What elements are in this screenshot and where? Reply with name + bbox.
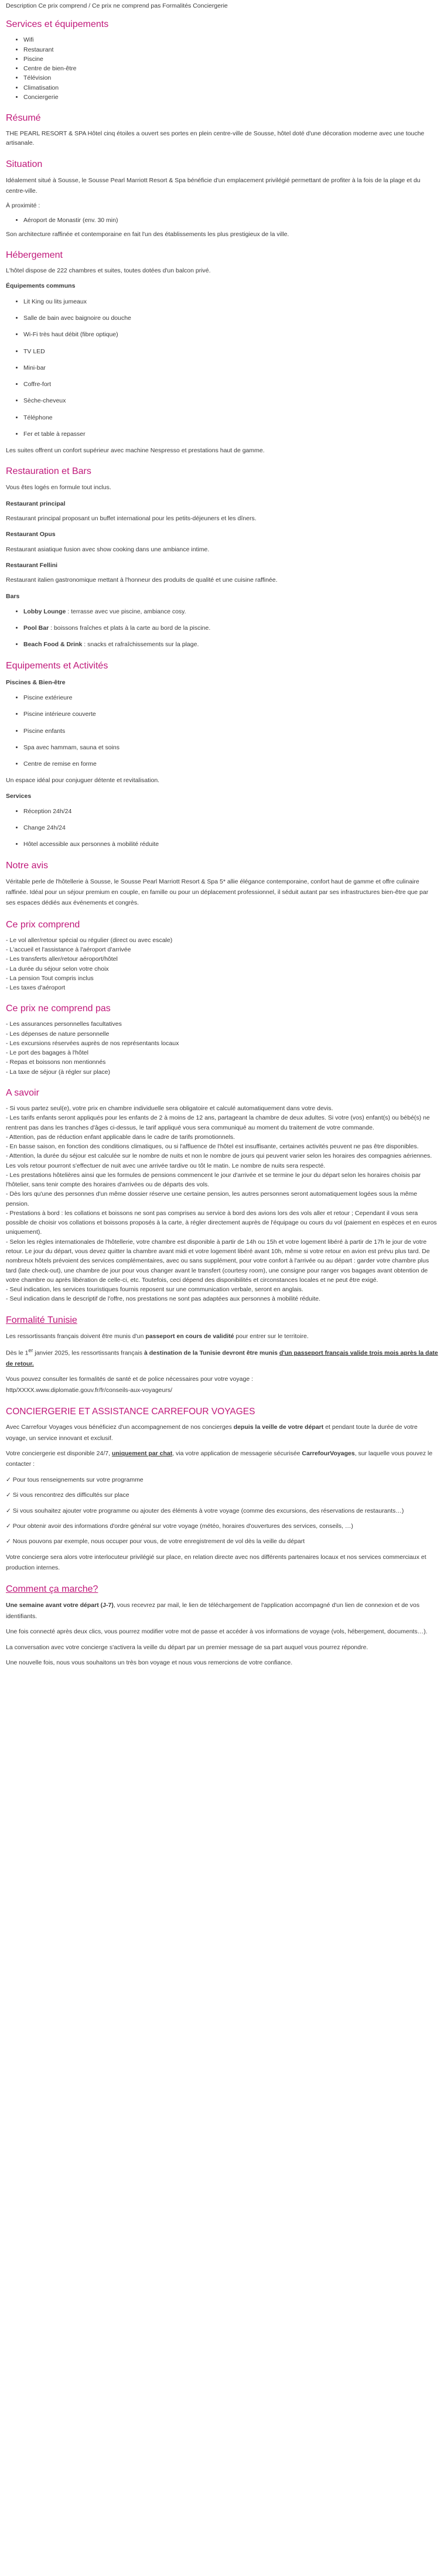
bars-label: Bars xyxy=(6,592,20,600)
destination-emphasis: à destination de la Tunisie devront être munis xyxy=(144,1349,279,1357)
a-savoir-item: - Les prestations hôtelières ainsi que les formules de pensions commencent le jour d'arrivée et se termine le jour du départ selon les horaires choisis par l'hôtelier, sans tenir compte des horaires d'arrivées ou de départs des vols. xyxy=(6,1171,421,1189)
room-equipment-item: • Coffre-fort xyxy=(23,380,438,389)
hotel-services-label: Services xyxy=(6,792,32,800)
comment-section xyxy=(6,1584,438,1668)
room-equipment-item: • Mini-bar xyxy=(23,363,438,373)
hotel-service-item: • Change 24h/24 xyxy=(23,823,438,832)
a-savoir-item: - Seul indication dans le descriptif de l'offre, nos prestations ne sont pas adaptées aux personnes à mobilité réduite. xyxy=(6,1295,321,1303)
activites-section xyxy=(6,660,438,849)
comment-step-3: La conversation avec votre concierge s'activera la veille du départ par un premier message de sa part auquel vous pourrez répondre. xyxy=(6,1643,368,1651)
bar-text: : boissons fraîches et plats à la carte au bord de la piscine. xyxy=(49,625,211,632)
hebergement-intro: L'hôtel dispose de 222 chambres et suites, toutes dotées d'un balcon privé. xyxy=(6,267,211,275)
chat-emphasis: uniquement par chat xyxy=(111,1450,173,1458)
ne-comprend-item: - Le port des bagages à l'hôtel xyxy=(6,1049,88,1057)
hebergement-title: Hébergement xyxy=(6,250,63,261)
restauration-section xyxy=(6,466,438,649)
hebergement-closing: Les suites offrent un confort supérieur avec machine Nespresso et prestations haut de gamme. xyxy=(6,447,265,455)
text-run: pour entrer sur le territoire. xyxy=(234,1332,309,1340)
services-item: • Wifi xyxy=(23,35,438,45)
restaurant-text: Restaurant asiatique fusion avec show cooking dans une ambiance intime. xyxy=(6,545,210,553)
ne-comprend-item: - Les assurances personnelles facultatives xyxy=(6,1021,122,1028)
room-equipment-item: • Sèche-cheveux xyxy=(23,396,438,405)
restaurant-name: Restaurant principal xyxy=(6,500,66,507)
passport-validity-emphasis: d'un passeport français valide trois mois après la date de retour. xyxy=(6,1349,438,1367)
diplomatie-link[interactable]: http/XXXX.www.diplomatie.gouv.fr/fr/conseils-aux-voyageurs/ xyxy=(6,1386,173,1394)
formalite-title: Formalité Tunisie xyxy=(6,1315,77,1325)
text-run: janvier 2025, les ressortissants français xyxy=(33,1349,144,1357)
restauration-title: Restauration et Bars xyxy=(6,466,91,477)
text-run: Avec Carrefour Voyages vous bénéficiez d'un accompagnement de nos concierges xyxy=(6,1424,234,1431)
check-item: ✓ Si vous rencontrez des difficultés sur place xyxy=(6,1492,129,1499)
bar-text: : snacks et rafraîchissements sur la plage. xyxy=(82,641,199,649)
comprend-item: - L'accueil et l'assistance à l'aéroport d'arrivée xyxy=(6,946,131,954)
pool-item: • Centre de remise en forme xyxy=(23,759,438,769)
comprend-item: - La durée du séjour selon votre choix xyxy=(6,965,109,973)
comment-step-2: Une fois connecté après deux clics, vous pourrez modifier votre mot de passe et accéder à vos informations de voyage (vols, hébergement, documents…). xyxy=(6,1628,428,1636)
comprend-item: - La pension Tout compris inclus xyxy=(6,974,94,982)
bar-item xyxy=(23,640,438,649)
bar-name: Pool Bar xyxy=(23,625,49,632)
bar-text: : terrasse avec vue piscine, ambiance cosy. xyxy=(66,608,186,615)
comment-title: Comment ça marche? xyxy=(6,1584,98,1595)
pools-list xyxy=(6,693,438,769)
bars-list xyxy=(6,607,438,650)
bar-item xyxy=(23,607,438,616)
ne-comprend-item: - Les dépenses de nature personnelle xyxy=(6,1030,110,1038)
a-savoir-item: - En basse saison, en fonction des conditions climatiques, ou si l'affluence de l'hôtel est insuffisante, certaines activités peuvent ne pas être disponibles. xyxy=(6,1143,419,1151)
a-savoir-item: - Prestations à bord : les collations et boissons ne sont pas comprises au service à bord des avions lors des vols aller et retour ; Cependant il vous sera possible de choisir vos collations et boissons proposés à la carte, à régler directement auprès de l'équipage ou cours du vol (paiement en espèces et en euros uniquement). xyxy=(6,1209,437,1236)
ne-comprend-section xyxy=(6,1003,438,1077)
ne-comprend-title: Ce prix ne comprend pas xyxy=(6,1004,111,1014)
formalite-passport-text xyxy=(6,1331,438,1342)
text-run: , sur laquelle vous pouvez le contacter : xyxy=(6,1450,433,1468)
pool-item: • Piscine extérieure xyxy=(23,693,438,702)
check-item: ✓ Pour obtenir avoir des informations d'ordre général sur votre voyage (météo, horaires d'ouvertures des services, conseils, …) xyxy=(6,1522,353,1530)
conciergerie-availability xyxy=(6,1448,438,1470)
activites-title: Equipements et Activités xyxy=(6,660,108,671)
situation-section xyxy=(6,159,438,240)
hotel-service-item: • Réception 24h/24 xyxy=(23,807,438,816)
check-item: ✓ Nous pouvons par exemple, nous occuper pour vous, de votre enregistrement de vol dès la veille du départ xyxy=(6,1538,305,1545)
avis-text: Véritable perle de l'hôtellerie à Sousse, le Sousse Pearl Marriott Resort & Spa 5* allie élégance contemporaine, confort haut de gamme et offre culinaire raffinée. Idéal pour un séjour premium en couple, en famille ou pour un déplacement professionnel, il séduit autant par ses infrastructures bien-être que par ses espaces dédiés aux événements et congrès. xyxy=(6,878,429,907)
room-equipment-item: • Wi-Fi très haut débit (fibre optique) xyxy=(23,330,438,339)
comprend-item: - Le vol aller/retour spécial ou régulier (direct ou avec escale) xyxy=(6,936,173,944)
services-item: • Restaurant xyxy=(23,45,438,54)
conciergerie-closing: Votre concierge sera alors votre interlocuteur privilégié sur place, en relation directe avec nos différents partenaires locaux et nos services commerciaux et production internes. xyxy=(6,1553,426,1572)
comment-thanks: Une nouvelle fois, nous vous souhaitons un très bon voyage et nous vous remercions de votre confiance. xyxy=(6,1659,293,1666)
tab-links-line: Description Ce prix comprend / Ce prix ne comprend pas Formalités Conciergerie xyxy=(6,2,228,9)
ne-comprend-item: - Les excursions réservées auprès de nos représentants locaux xyxy=(6,1039,179,1047)
situation-text: Idéalement situé à Sousse, le Sousse Pearl Marriott Resort & Spa bénéficie d'un emplacement privilégié permettant de profiter à la fois de la plage et du centre-ville. xyxy=(6,176,421,195)
proximity-item: • Aéroport de Monastir (env. 30 min) xyxy=(23,216,438,225)
text-run: Dès le 1 xyxy=(6,1349,29,1357)
ne-comprend-item: - La taxe de séjour (à régler sur place) xyxy=(6,1068,111,1076)
a-savoir-section xyxy=(6,1087,438,1304)
text-run: , via votre application de messagerie sécurisée xyxy=(172,1450,302,1458)
restaurant-name: Restaurant Fellini xyxy=(6,562,58,569)
formalite-consult-text xyxy=(6,1374,438,1396)
restaurant-name: Restaurant Opus xyxy=(6,531,56,538)
resume-section xyxy=(6,112,438,148)
equipments-label: Équipements communs xyxy=(6,282,76,290)
pools-closing: Un espace idéal pour conjuguer détente et revitalisation. xyxy=(6,777,160,784)
a-savoir-item: - Seul indication, les services touristiques fournis reposent sur une communication verbale, seront en anglais. xyxy=(6,1286,303,1294)
ne-comprend-item: - Repas et boissons non mentionnés xyxy=(6,1059,106,1066)
resume-text: THE PEARL RESORT & SPA Hôtel cinq étoiles a ouvert ses portes en plein centre-ville de Sousse, hôtel doté d'une décoration moderne avec une touche artisanale. xyxy=(6,130,425,147)
conciergerie-intro xyxy=(6,1422,438,1444)
comprend-title: Ce prix comprend xyxy=(6,919,80,930)
room-equipment-item: • TV LED xyxy=(23,347,438,356)
a-savoir-item: - Selon les règles internationales de l'hôtellerie, votre chambre est disponible à partir de 14h ou 15h et votre logement libéré à partir de 17h le jour de votre retour. Le jour du départ, vous devez quitter la chambre avant midi et votre logement libéré avant 10h, même si votre retour en avion est prévu plus tard. De nombreux hôtels prévoient des services complémentaires, avec ou sans supplément, pour votre confort à l'arrivée ou au départ : garder votre chambre plus tard (late check-out), une chambre de jour pour vous changer avant le transfert (courtesy room), une consigne pour ranger vos bagages avant obtention de votre chambre ou après libération de celle-ci, etc. Toutefois, ceci dépend des disponibilités et circonstances locales et ne peut être exigé. xyxy=(6,1238,430,1284)
services-item: • Centre de bien-être xyxy=(23,64,438,73)
a-savoir-item: - Les tarifs enfants seront appliqués pour les enfants de 2 à moins de 12 ans, partageant la chambre de deux adultes. Si votre (vos) enfant(s) ou bébé(s) ne rentrent pas dans les tranches d'âges ci-dessus, le tarif appliqué vous sera communiqué au moment du traitement de votre commande. xyxy=(6,1114,430,1131)
pools-label: Piscines & Bien-être xyxy=(6,678,66,686)
room-equipment-item: • Fer et table à repasser xyxy=(23,429,438,439)
avis-title: Notre avis xyxy=(6,860,49,871)
room-equipment-item: • Salle de bain avec baignoire ou douche xyxy=(23,313,438,323)
app-name: CarrefourVoyages xyxy=(302,1450,355,1458)
situation-closing: Son architecture raffinée et contemporaine en fait l'un des établissements les plus prestigieux de la ville. xyxy=(6,230,289,238)
a-savoir-list xyxy=(6,1104,438,1304)
room-equipment-list xyxy=(6,297,438,439)
comprend-list xyxy=(6,936,438,993)
restaurant-text: Restaurant italien gastronomique mettant à l'honneur des produits de qualité et une cuisine raffinée. xyxy=(6,576,278,584)
proximity-list xyxy=(6,216,438,225)
hebergement-section xyxy=(6,250,438,455)
text-run: , vous recevrez par mail, le lien de téléchargement de l'application accompagné d'un lien de connexion et de vos identifiants. xyxy=(6,1602,420,1620)
a-savoir-item: - Dès lors qu'une des personnes d'un même dossier réserve une certaine pension, les autres personnes seront automatiquement logées sous la même pension. xyxy=(6,1190,418,1207)
proximity-label: À proximité : xyxy=(6,202,40,210)
room-equipment-item: • Lit King ou lits jumeaux xyxy=(23,297,438,306)
services-item: • Climatisation xyxy=(23,83,438,93)
a-savoir-item: - Attention, la durée du séjour est calculée sur le nombre de nuits et non le nombre de jours qui peuvent varier selon les horaires des compagnies aériennes. Les vols retour pourront s'effectuer de nuit avec une arrivée tardive ou tôt le matin. Le nombre de nuits sera respecté. xyxy=(6,1152,432,1169)
pool-item: • Piscine intérieure couverte xyxy=(23,709,438,719)
bar-item xyxy=(23,623,438,633)
room-equipment-item: • Téléphone xyxy=(23,413,438,422)
ordinal-sup: er xyxy=(28,1347,33,1353)
passport-emphasis: passeport en cours de validité xyxy=(145,1332,234,1340)
pool-item: • Piscine enfants xyxy=(23,726,438,736)
timing-emphasis: Une semaine avant votre départ (J-7) xyxy=(6,1602,114,1609)
text-run: Vous pouvez consulter les formalités de santé et de police nécessaires pour votre voyage : xyxy=(6,1376,253,1383)
services-item: • Piscine xyxy=(23,54,438,64)
restaurant-text: Restaurant principal proposant un buffet international pour les petits-déjeuners et les dîners. xyxy=(6,515,257,523)
services-list xyxy=(6,35,438,102)
bar-name: Lobby Lounge xyxy=(23,608,66,615)
formalite-2025-text xyxy=(6,1346,438,1369)
a-savoir-item: - Attention, pas de réduction enfant applicable dans le cadre de tarifs promotionnels. xyxy=(6,1133,235,1141)
restauration-intro: Vous êtes logés en formule tout inclus. xyxy=(6,484,111,492)
formalite-section xyxy=(6,1315,438,1396)
hotel-services-list xyxy=(6,807,438,849)
conciergerie-title: CONCIERGERIE ET ASSISTANCE CARREFOUR VOYAGES xyxy=(6,1406,255,1417)
check-item: ✓ Pour tous renseignements sur votre programme xyxy=(6,1476,144,1483)
pool-item: • Spa avec hammam, sauna et soins xyxy=(23,743,438,752)
a-savoir-title: A savoir xyxy=(6,1087,39,1098)
check-item: ✓ Si vous souhaitez ajouter votre programme ou ajouter des éléments à votre voyage (comme des excursions, des réservations de restaurants…) xyxy=(6,1507,404,1514)
comprend-section xyxy=(6,919,438,993)
comment-step-1 xyxy=(6,1600,438,1622)
services-section xyxy=(6,19,438,102)
conciergerie-section xyxy=(6,1406,438,1574)
bar-name: Beach Food & Drink xyxy=(23,641,83,649)
services-item: • Télévision xyxy=(23,73,438,83)
comprend-item: - Les transferts aller/retour aéroport/hôtel xyxy=(6,956,118,963)
hotel-service-item: • Hôtel accessible aux personnes à mobilité réduite xyxy=(23,840,438,849)
comprend-item: - Les taxes d'aéroport xyxy=(6,984,66,992)
resume-title: Résumé xyxy=(6,113,41,124)
eve-emphasis: depuis la veille de votre départ xyxy=(233,1424,324,1431)
situation-title: Situation xyxy=(6,159,43,169)
text-run: et pendant toute la durée de votre voyage, un service innovant et exclusif. xyxy=(6,1424,418,1442)
services-item: • Conciergerie xyxy=(23,93,438,102)
a-savoir-item: - Si vous partez seul(e), votre prix en chambre individuelle sera obligatoire et calculé automatiquement dans votre devis. xyxy=(6,1104,333,1112)
avis-section xyxy=(6,860,438,909)
services-title: Services et équipements xyxy=(6,19,109,30)
text-run: Votre conciergerie est disponible 24/7, xyxy=(6,1450,112,1458)
ne-comprend-list xyxy=(6,1019,438,1077)
text-run: Les ressortissants français doivent être munis d'un xyxy=(6,1332,146,1340)
